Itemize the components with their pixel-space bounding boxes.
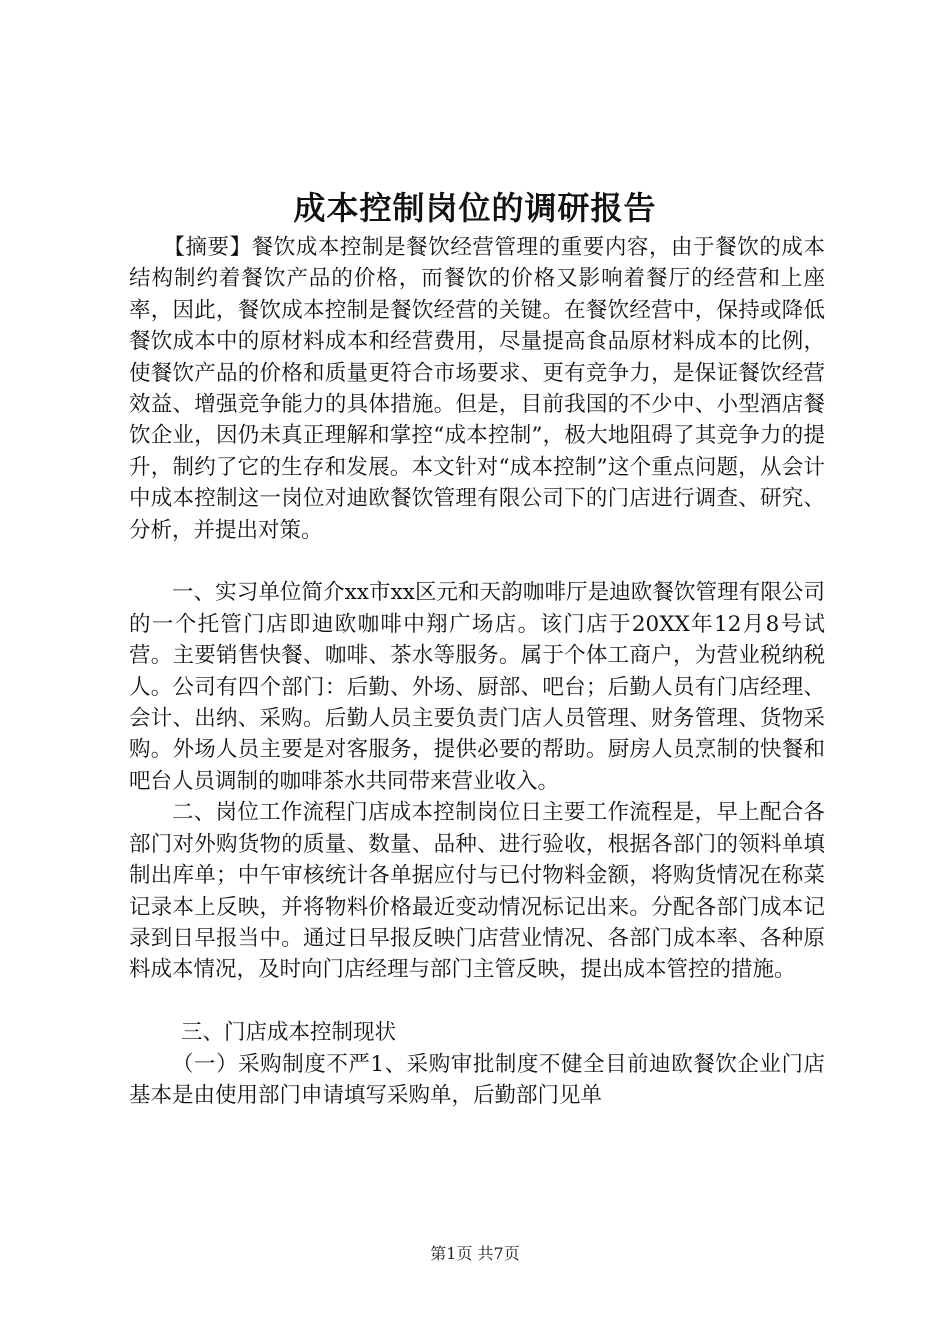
abstract-paragraph: 【摘要】餐饮成本控制是餐饮经营管理的重要内容，由于餐饮的成本结构制约着餐饮产品的价格，而餐饮的价格又影响着餐厅的经营和上座率，因此，餐饮成本控制是餐饮经营的关键。在餐饮经营中，保持或降低餐饮成本中的原材料成本和经营费用，尽量提高食品原材料成本的比例，使餐饮产品的价格和质量更符合市场要求、更有竞争力，是保证餐饮经营效益、增强竞争能力的具体措施。但是，目前我国的不少中、小型酒店餐饮企业，因仍未真正理解和掌控“成本控制”，极大地阻碍了其竞争力的提升，制约了它的生存和发展。本文针对“成本控制”这个重点问题，从会计中成本控制这一岗位对迪欧餐饮管理有限公司下的门店进行调查、研究、分析，并提出对策。 bbox=[129, 235, 825, 543]
section-3-heading: 三、门店成本控制现状 bbox=[181, 1020, 397, 1046]
page-number-footer: 第1页 共7页 bbox=[430, 1244, 520, 1263]
paragraph-gap bbox=[129, 546, 825, 577]
document-body bbox=[129, 232, 825, 1111]
document-title: 成本控制岗位的调研报告 bbox=[293, 189, 657, 227]
section-1-paragraph: 一、实习单位简介xx市xx区元和天韵咖啡厅是迪欧餐饮管理有限公司的一个托管门店即迪欧咖啡中翔广场店。该门店于20XX年12月8号试营。主要销售快餐、咖啡、茶水等服务。属于个体工商户，为营业税纳税人。公司有四个部门：后勤、外场、厨部、吧台；后勤人员有门店经理、会计、出纳、采购。后勤人员主要负责门店人员管理、财务管理、货物采购。外场人员主要是对客服务，提供必要的帮助。厨房人员烹制的快餐和吧台人员调制的咖啡茶水共同带来营业收入。 bbox=[129, 580, 825, 794]
paragraph-gap bbox=[129, 986, 825, 1017]
section-2-paragraph: 二、岗位工作流程门店成本控制岗位日主要工作流程是，早上配合各部门对外购货物的质量、数量、品种、进行验收，根据各部门的领料单填制出库单；中午审核统计各单据应付与已付物料金额，将购货情况在称菜记录本上反映，并将物料价格最近变动情况标记出来。分配各部门成本记录到日早报当中。通过日早报反映门店营业情况、各部门成本率、各种原料成本情况，及时向门店经理与部门主管反映，提出成本管控的措施。 bbox=[129, 800, 825, 983]
section-3-1-paragraph: （一）采购制度不严1、采购审批制度不健全目前迪欧餐饮企业门店基本是由使用部门申请填写采购单，后勤部门见单 bbox=[129, 1051, 825, 1108]
